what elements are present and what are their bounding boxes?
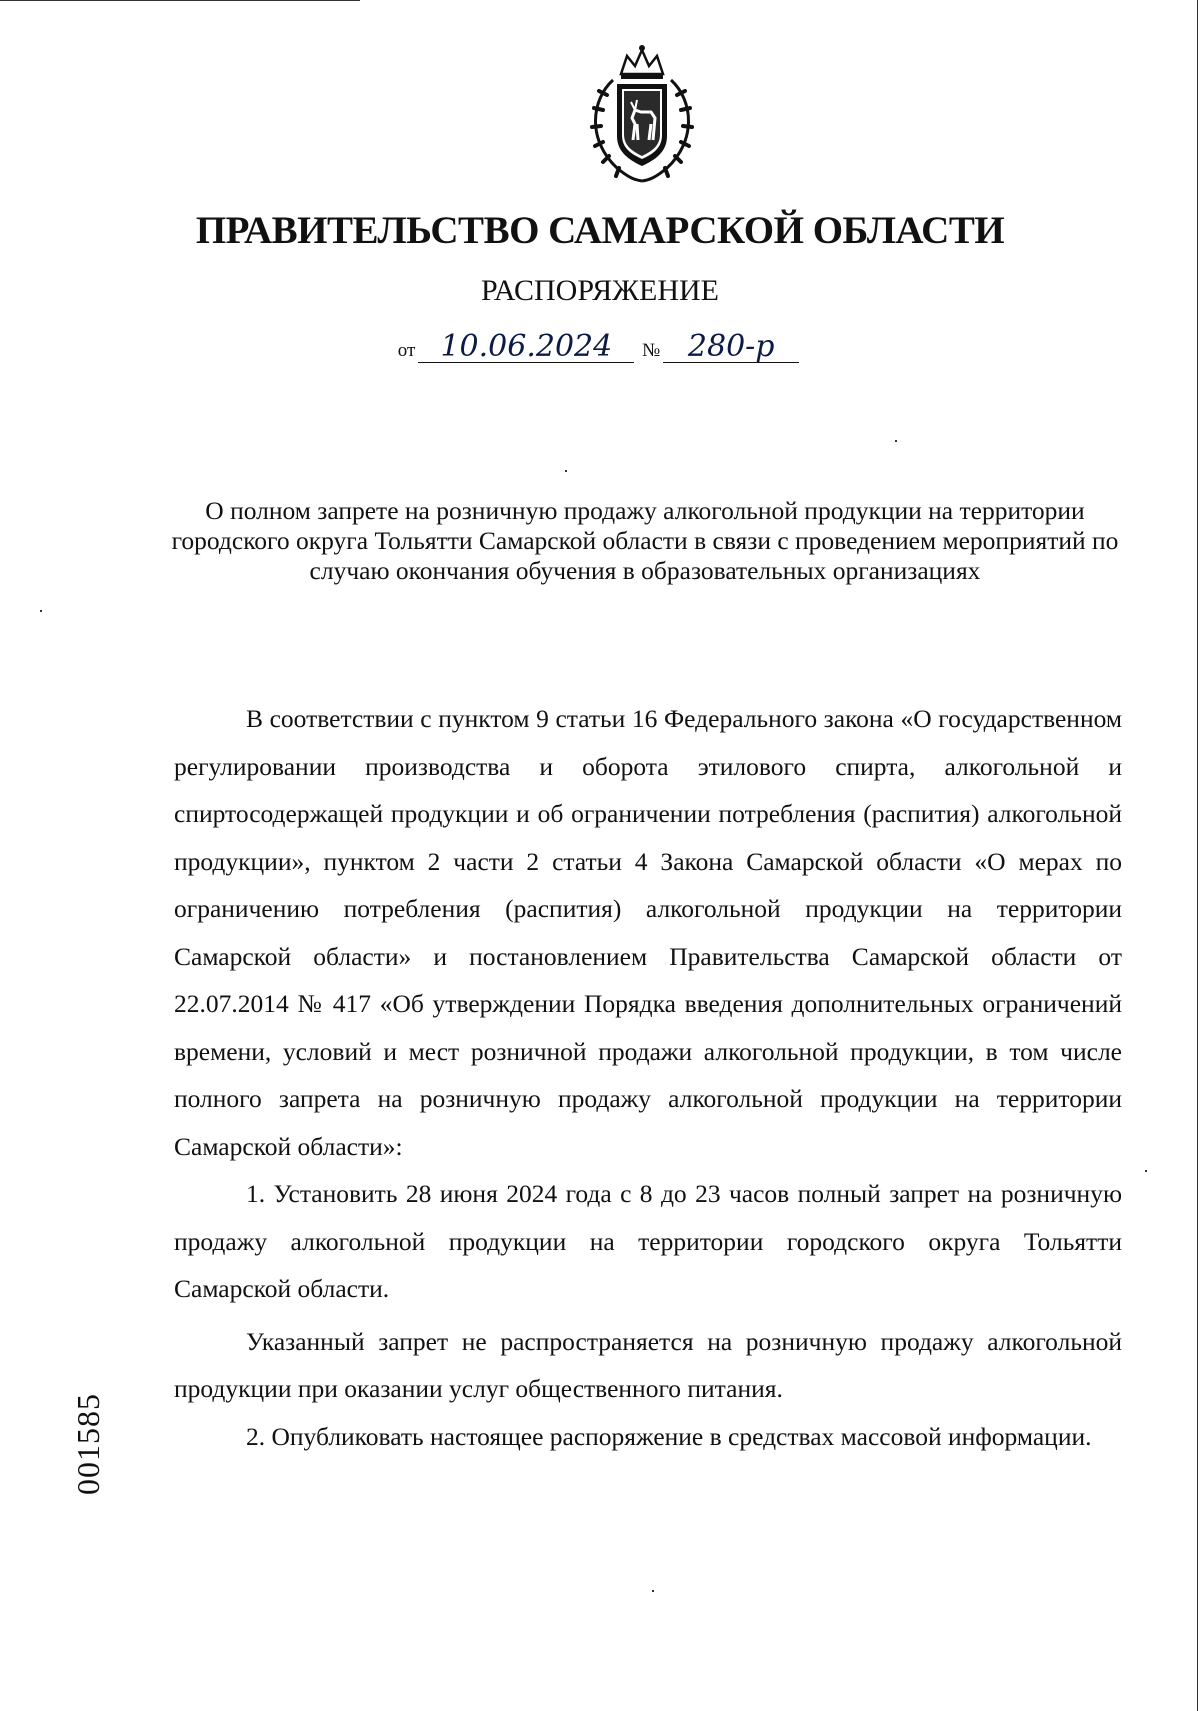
scan-speck <box>565 470 567 472</box>
item-1-paragraph: 1. Установить 28 июня 2024 года с 8 до 23 часов полный запрет на розничную продажу алкогольной продукции на территории городского округа Тольятти Самарской области. <box>174 1179 1122 1303</box>
handwritten-number: 280-р <box>663 332 799 363</box>
registration-number: 001585 <box>70 1393 106 1495</box>
government-title: ПРАВИТЕЛЬСТВО САМАРСКОЙ ОБЛАСТИ <box>195 209 1005 252</box>
preamble-paragraph: В соответствии с пунктом 9 статьи 16 Федерального закона «О государственном регулировании производства и оборота этилового спирта, алкогольной и спиртосодержащей продукции и об ограничении потребления (распития) алкогольной продукции», пунктом 2 части 2 статьи 4 Закона Самарской области «О мерах по ограничению потребления (распития) алкогольной продукции на территории Самарской области» и постановлением Правительства Самарской области от 22.07.2014 № 417 «Об утверждении Порядка введения дополнительных ограничений времени, условий и мест розничной продажи алкогольной продукции, в том числе полного запрета на розничную продажу алкогольной продукции на территории Самарской области»: <box>174 704 1122 1161</box>
scan-edge-line <box>0 0 360 1</box>
document-subject: О полном запрете на розничную продажу алкогольной продукции на территории городского округа Тольятти Самарской области в связи с проведением мероприятий по случаю окончания обучения в образовательных организациях <box>171 496 1119 585</box>
document-type: РАСПОРЯЖЕНИЕ <box>480 274 720 307</box>
scan-speck <box>895 440 897 442</box>
scan-speck <box>652 1590 654 1592</box>
handwritten-date: 10.06.2024 <box>418 332 634 363</box>
item-1-note-paragraph: Указанный запрет не распространяется на розничную продажу алкогольной продукции при оказании услуг общественного питания. <box>174 1326 1122 1403</box>
coat-of-arms-icon <box>577 40 707 190</box>
document-body <box>174 695 1122 1460</box>
scan-speck <box>1145 1170 1147 1172</box>
date-number-line <box>0 329 1200 364</box>
date-prefix: от <box>397 340 416 361</box>
number-prefix: № <box>642 340 661 361</box>
scan-speck <box>40 610 42 612</box>
scan-edge-line <box>1197 0 1198 1711</box>
item-2-paragraph: 2. Опубликовать настоящее распоряжение в средствах массовой информации. <box>246 1421 1092 1451</box>
